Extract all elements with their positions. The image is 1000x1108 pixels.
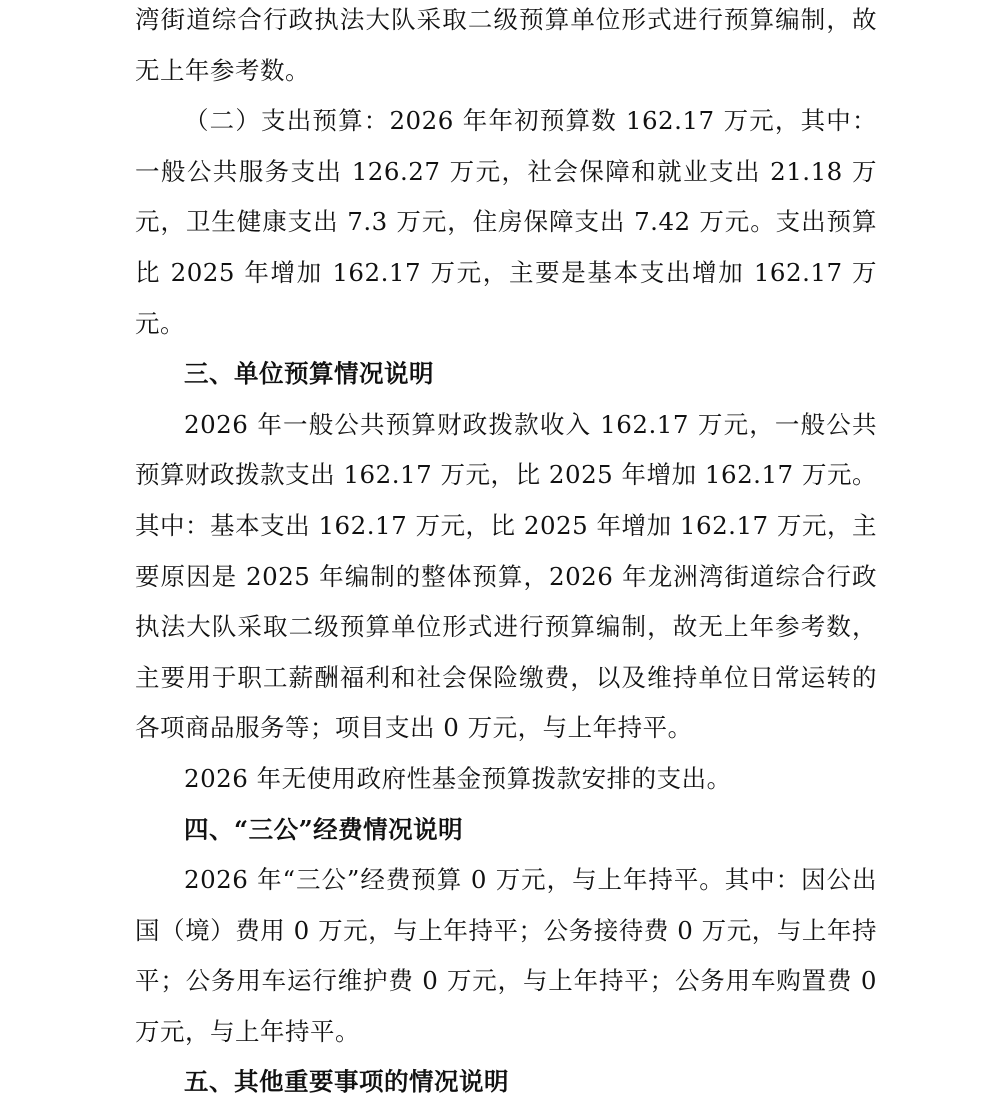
- section-heading: 三、单位预算情况说明: [184, 359, 434, 389]
- body-paragraph: 2026 年无使用政府性基金预算拨款安排的支出。: [184, 763, 732, 793]
- body-paragraph: （二）支出预算：2026 年年初预算数 162.17 万元，其中：一般公共服务支出 126.27 万元，社会保障和就业支出 21.18 万元，卫生健康支出 7.3 万元，住房保障支出 7.42 万元。支出预算比 2025 年增加 162.17 万元，主要是基本支出增加 162.17 万元。: [135, 106, 877, 338]
- section-heading: 五、其他重要事项的情况说明: [184, 1067, 509, 1097]
- document-page: [135, 0, 877, 1108]
- section-heading: 四、“三公”经费情况说明: [184, 814, 464, 844]
- body-paragraph: 2026 年一般公共预算财政拨款收入 162.17 万元，一般公共预算财政拨款支出 162.17 万元，比 2025 年增加 162.17 万元。其中：基本支出 162.17 万元，比 2025 年增加 162.17 万元，主要原因是 2025 年编制的整体预算，2026 年龙洲湾街道综合行政执法大队采取二级预算单位形式进行预算编制，故无上年参考数，主要用于职工薪酬福利和社会保险缴费，以及维持单位日常运转的各项商品服务等；项目支出 0 万元，与上年持平。: [135, 409, 877, 743]
- body-paragraph: 湾街道综合行政执法大队采取二级预算单位形式进行预算编制，故无上年参考数。: [135, 5, 877, 85]
- body-paragraph: 2026 年“三公”经费预算 0 万元，与上年持平。其中：因公出国（境）费用 0 万元，与上年持平；公务接待费 0 万元，与上年持平；公务用车运行维护费 0 万元，与上年持平；公务用车购置费 0 万元，与上年持平。: [135, 865, 877, 1046]
